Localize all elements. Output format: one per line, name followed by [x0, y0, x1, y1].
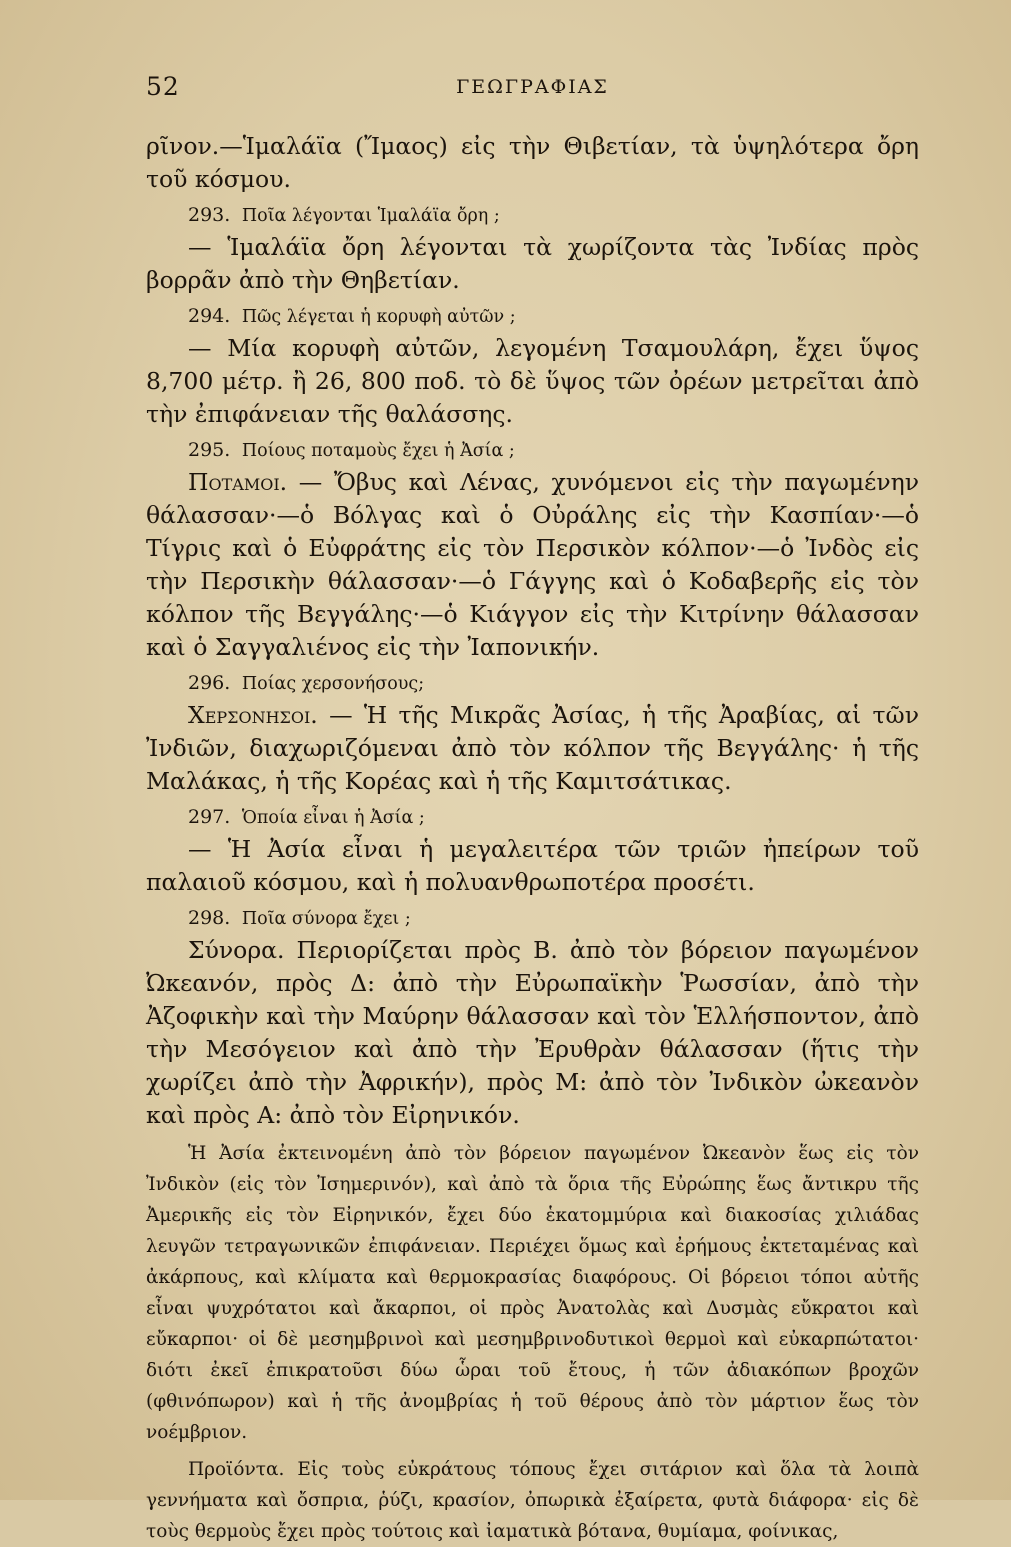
question-number: 296.: [188, 672, 231, 694]
question-text: Πῶς λέγεται ἡ κορυφὴ αὐτῶν ;: [241, 307, 516, 327]
answer-297: — Ἡ Ἀσία εἶναι ἡ μεγαλειτέρα τῶν τριῶν ἠπείρων τοῦ παλαιοῦ κόσμου, καὶ ἡ πολυανθρωποτέρα προσέτι.: [146, 835, 919, 896]
question-298: [146, 905, 919, 932]
question-296: [146, 670, 919, 697]
page-number: 52: [146, 72, 180, 101]
answer-text: — Ἡ τῆς Μικρᾶς Ἀσίας, ἡ τῆς Ἀραβίας, αἱ τῶν Ἰνδιῶν, διαχωριζόμεναι ἀπὸ τὸν κόλπον τῆς Βεγγάλης· ἡ τῆς Μαλάκας, ἡ τῆς Κορέας καὶ ἡ τῆς Καμιτσάτικας.: [146, 701, 919, 795]
question-text: Ποῖα σύνορα ἔχει ;: [241, 909, 411, 929]
question-294: [146, 303, 919, 330]
question-number: 297.: [188, 806, 231, 828]
answer-294: — Μία κορυφὴ αὐτῶν, λεγομένη Τσαμουλάρη, ἔχει ὕψος 8,700 μέτρ. ἢ 26, 800 ποδ. τὸ δὲ ὕψος τῶν ὀρέων μετρεῖται ἀπὸ τὴν ἐπιφάνειαν τῆς θαλάσσης.: [146, 334, 919, 428]
page-header: [146, 72, 919, 112]
note-asia-extent: Ἡ Ἀσία ἐκτεινομένη ἀπὸ τὸν βόρειον παγωμένον Ὠκεανὸν ἕως εἰς τὸν Ἰνδικὸν (εἰς τὸν Ἰσημερινόν), καὶ ἀπὸ τὰ ὅρια τῆς Εὐρώπης ἕως ἄντικρυ τῆς Ἀμερικῆς εἰς τὸν Εἰρηνικόν, ἔχει δύο ἑκατομμύρια καὶ διακοσίας χιλιάδας λευγῶν τετραγωνικῶν ἐπιφάνειαν. Περιέχει ὅμως καὶ ἐρήμους ἐκτεταμένας καὶ ἀκάρπους, καὶ κλίματα καὶ θερμοκρασίας διαφόρους. Οἱ βόρειοι τόποι αὐτῆς εἶναι ψυχρότατοι καὶ ἄκαρποι, οἱ πρὸς Ἀνατολὰς καὶ Δυσμὰς εὔκρατοι καὶ εὔκαρποι· οἱ δὲ μεσημβρινοὶ καὶ μεσημβρινοδυτικοὶ θερμοὶ καὶ εὐκαρπώτατοι· διότι ἐκεῖ ἐπικρατοῦσι δύω ὧραι τοῦ ἔτους, ἡ τῶν ἀδιακόπων βροχῶν (φθινόπωρον) καὶ ἡ τῆς ἀνομβρίας ἡ τοῦ θέρους ἀπὸ τὸν μάρτιον ἕως τὸν νοέμβριον.: [146, 1143, 919, 1443]
answer-293: — Ἱμαλάϊα ὄρη λέγονται τὰ χωρίζοντα τὰς Ἰνδίας πρὸς βορρᾶν ἀπὸ τὴν Θηβετίαν.: [146, 233, 919, 294]
answer-296: [146, 699, 919, 798]
section-label: Ποταμοι.: [188, 468, 288, 496]
question-297: [146, 804, 919, 831]
answer-text: — Ὄβυς καὶ Λένας, χυνόμενοι εἰς τὴν παγωμένην θάλασσαν·—ὁ Βόλγας καὶ ὁ Οὐράλης εἰς τὴν Κασπίαν·—ὁ Τίγρις καὶ ὁ Εὐφράτης εἰς τὸν Περσικὸν κόλπον·—ὁ Ἰνδὸς εἰς τὴν Περσικὴν θάλασσαν·—ὁ Γάγγης καὶ ὁ Κοδαβερῆς εἰς τὸν κόλπον τῆς Βεγγάλης·—ὁ Κιάγγον εἰς τὴν Κιτρίνην θάλασσαν καὶ ὁ Σαγγαλιένος εἰς τὴν Ἰαπονικήν.: [146, 468, 919, 661]
question-number: 294.: [188, 305, 231, 327]
answer-298: Σύνορα. Περιορίζεται πρὸς Β. ἀπὸ τὸν βόρειον παγωμένον Ὠκεανόν, πρὸς Δ: ἀπὸ τὴν Εὐρωπαϊκὴν Ῥωσσίαν, ἀπὸ τὴν Ἀζοφικὴν καὶ τὴν Μαύρην θάλασσαν καὶ τὸν Ἑλλήσποντον, ἀπὸ τὴν Μεσόγειον καὶ ἀπὸ τὴν Ἐρυθρὰν θάλασσαν (ἥτις τὴν χωρίζει ἀπὸ τὴν Ἀφρικήν), πρὸς Μ: ἀπὸ τὸν Ἰνδικὸν ὠκεανὸν καὶ πρὸς Α: ἀπὸ τὸν Εἰρηνικόν.: [146, 936, 919, 1129]
note-products: Προϊόντα. Εἰς τοὺς εὐκράτους τόπους ἔχει σιτάριον καὶ ὅλα τὰ λοιπὰ γεννήματα καὶ ὄσπρια, ῥύζι, κρασίον, ὀπωρικὰ ἐξαίρετα, φυτὰ διάφορα· εἰς δὲ τοὺς θερμοὺς ἔχει πρὸς τούτοις καὶ ἰαματικὰ βότανα, θυμίαμα, φοίνικας,: [146, 1459, 919, 1542]
question-text: Ποῖα λέγονται Ἱμαλάϊα ὄρη ;: [241, 206, 500, 226]
answer-295: [146, 466, 919, 664]
running-title: ΓΕΩΓΡΑΦΙΑΣ: [456, 76, 609, 98]
question-number: 295.: [188, 439, 231, 461]
question-text: Ποίους ποταμοὺς ἔχει ἡ Ἀσία ;: [241, 441, 515, 461]
question-number: 293.: [188, 204, 231, 226]
question-295: [146, 437, 919, 464]
question-293: [146, 202, 919, 229]
opening-paragraph: ρῖνον.—Ἱμαλάϊα (Ἴμαος) εἰς τὴν Θιβετίαν, τὰ ὑψηλότερα ὄρη τοῦ κόσμου.: [146, 132, 919, 193]
question-text: Ποίας χερσονήσους;: [241, 674, 425, 694]
section-label: Χερσονησοι.: [188, 701, 318, 729]
question-number: 298.: [188, 907, 231, 929]
question-text: Ὁποία εἶναι ἡ Ἀσία ;: [241, 808, 425, 828]
